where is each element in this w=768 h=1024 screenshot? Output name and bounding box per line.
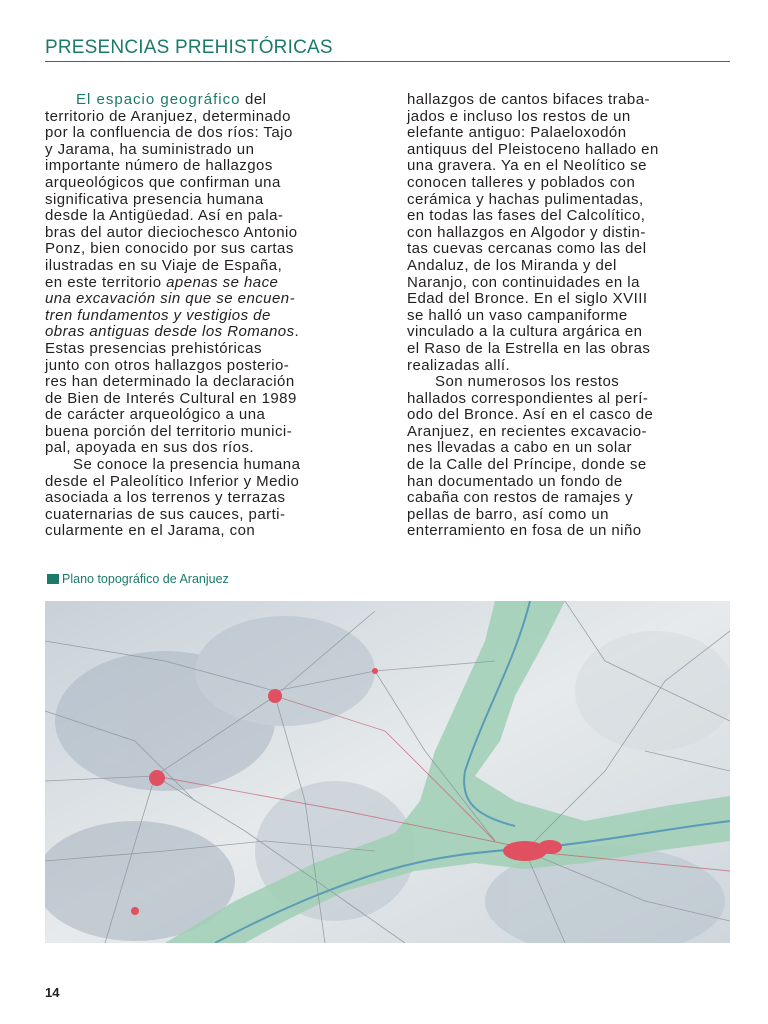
text-line: nes llevadas a cabo en un solar — [407, 439, 632, 457]
text-line: con hallazgos en Algodor y distin- — [407, 223, 646, 241]
text-line: antiquus del Pleistoceno hallado en — [407, 140, 659, 158]
text-line: cularmente en el Jarama, con — [45, 522, 256, 540]
text-line: conocen talleres y poblados con — [407, 173, 636, 191]
quotation: una excavación sin que se encuen- — [45, 290, 296, 308]
figure-caption — [47, 571, 229, 587]
text-line: el Raso de la Estrella en las obras — [407, 339, 651, 357]
text-line: significativa presencia humana — [45, 190, 264, 208]
text-line: Ponz, bien conocido por sus cartas — [45, 240, 294, 258]
text-line: una gravera. Ya en el Neolítico se — [407, 157, 647, 175]
lead-in-phrase: El espacio geográfico — [76, 91, 241, 108]
text-line: han documentado un fondo de — [407, 472, 623, 490]
text-line: elefante antiguo: Palaeloxodón — [407, 124, 627, 142]
text-line: Aranjuez, en recientes excavacio- — [407, 422, 647, 440]
text-line: hallazgos de cantos bifaces traba- — [407, 91, 650, 108]
text-line: junto con otros hallazgos posterio- — [45, 356, 290, 374]
text-line: arqueológicos que confirman una — [45, 173, 281, 191]
caption-marker-icon — [47, 574, 59, 584]
text-line: res han determinado la declaración — [45, 373, 295, 391]
text-line: se halló un vaso campaniforme — [407, 306, 628, 324]
text-line: El espacio geográfico del — [76, 91, 267, 108]
map-graphic — [45, 601, 730, 943]
text-line: ilustradas en su Viaje de España, — [45, 256, 283, 274]
quotation: obras antiguas desde los Romanos — [45, 323, 295, 341]
text-line: buena porción del territorio munici- — [45, 422, 293, 440]
text-line: en todas las fases del Calcolítico, — [407, 207, 646, 225]
text-line: de Bien de Interés Cultural en 1989 — [45, 389, 297, 407]
text-line: enterramiento en fosa de un niño — [407, 522, 642, 540]
text-line: cabaña con restos de ramajes y — [407, 489, 634, 507]
text-line: Se conoce la presencia humana — [73, 456, 301, 474]
text-line: tas cuevas cercanas como las del — [407, 240, 647, 258]
text-line: asociada a los terrenos y terrazas — [45, 489, 286, 507]
text-line: Andaluz, de los Miranda y del — [407, 256, 617, 274]
text-line: Estas presencias prehistóricas — [45, 339, 262, 357]
quotation: tren fundamentos y vestigios de — [45, 306, 271, 324]
text-line: territorio de Aranjuez, determinado — [45, 107, 291, 125]
text-line: hallados correspondientes al perí- — [407, 389, 649, 407]
text-line: cuaternarias de sus cauces, parti- — [45, 505, 286, 523]
text-line — [45, 308, 367, 325]
text-line: obras antiguas desde los Romanos. — [45, 323, 300, 341]
text-line: odo del Bronce. Así en el casco de — [407, 406, 654, 424]
text-line: realizadas allí. — [407, 356, 511, 374]
text-line: importante número de hallazgos — [45, 157, 273, 175]
caption-text: Plano topográfico de Aranjuez — [62, 572, 229, 586]
text-line: pellas de barro, así como un — [407, 505, 609, 523]
running-header — [45, 37, 730, 62]
text-column-left — [45, 92, 367, 540]
text-line: pal, apoyada en sus dos ríos. — [45, 439, 255, 457]
section-title: PRESENCIAS PREHISTÓRICAS — [45, 37, 333, 58]
text-line: Son numerosos los restos — [435, 373, 620, 391]
text-line: Edad del Bronce. En el siglo XVIII — [407, 290, 648, 308]
text-line: de carácter arqueológico a una — [45, 406, 266, 424]
text-line: desde el Paleolítico Inferior y Medio — [45, 472, 300, 490]
topographic-map — [45, 601, 730, 943]
text-line: cerámica y hachas pulimentadas, — [407, 190, 644, 208]
text-line: jados e incluso los restos de un — [407, 107, 631, 125]
quotation: apenas se hace — [166, 273, 279, 291]
text-line: vinculado a la cultura argárica en — [407, 323, 643, 341]
text-column-right — [407, 92, 729, 540]
text-line: Naranjo, con continuidades en la — [407, 273, 640, 291]
page-number: 14 — [45, 985, 60, 1000]
text-line: en este territorio apenas se hace — [45, 273, 279, 291]
text-line: desde la Antigüedad. Así en pala- — [45, 207, 284, 225]
text-line: por la confluencia de dos ríos: Tajo — [45, 124, 293, 142]
text-line: de la Calle del Príncipe, donde se — [407, 456, 647, 474]
text-line — [45, 291, 367, 308]
text-line: y Jarama, ha suministrado un — [45, 140, 255, 158]
text-line: bras del autor dieciochesco Antonio — [45, 223, 298, 241]
